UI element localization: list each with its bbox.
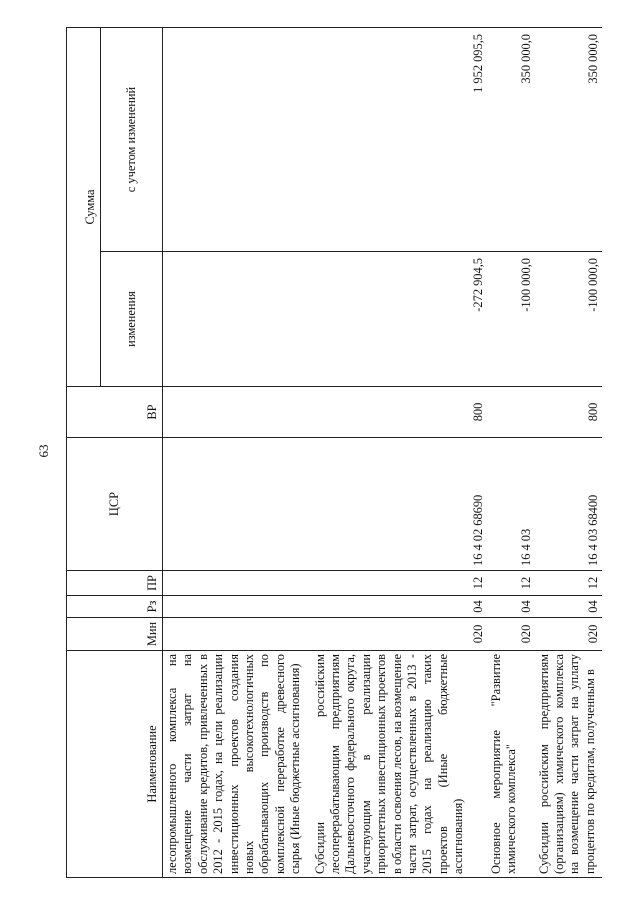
row-name: лесопромышленного комплекса на возмещение части затрат на обслуживание кредитов, привлеченных в 2012 - 2015 годах, на цели реализации инвестиционных проектов создания новых высокотехнологичных обрабатывающих производств по комплексной переработке древесного сырья (Иные бюджетные ассигнования) — [163, 651, 311, 878]
header-name: Наименование — [67, 651, 163, 878]
row-csr: 16 4 02 68690 — [311, 438, 487, 571]
row-total: 350 000,0 — [487, 28, 535, 252]
header-min: Мин — [67, 618, 163, 651]
row-rz — [163, 596, 311, 618]
row-pr: 12 — [311, 571, 487, 596]
row-vr: 800 — [311, 387, 487, 438]
header-with-changes: с учетом изменений — [101, 28, 163, 252]
row-change: -100 000,0 — [535, 252, 602, 387]
header-change: изменения — [101, 252, 163, 387]
header-vr: ВР — [67, 387, 163, 438]
table-row — [311, 28, 487, 878]
row-vr — [487, 387, 535, 438]
header-rz: Рз — [67, 596, 163, 618]
row-change: -272 904,5 — [311, 252, 487, 387]
table-row — [163, 28, 311, 878]
row-name: Основное мероприятие "Развитие химического комплекса" — [487, 651, 535, 878]
row-rz: 04 — [311, 596, 487, 618]
page-number: 63 — [36, 444, 51, 458]
row-min — [163, 618, 311, 651]
row-name: Субсидии российским лесоперерабатывающим предприятиям Дальневосточного федерального округа, участвующим в реализации приоритетных инвестиционных проектов в области освоения лесов, на возмещение части затрат, осуществленных в 2013 - 2015 годах на реализацию таких проектов (Иные бюджетные ассигнования) — [311, 651, 487, 878]
row-pr: 12 — [535, 571, 602, 596]
header-pr: ПР — [67, 571, 163, 596]
row-pr: 12 — [487, 571, 535, 596]
row-vr: 800 — [535, 387, 602, 438]
row-min: 020 — [311, 618, 487, 651]
row-min: 020 — [535, 618, 602, 651]
rotated-table-container — [66, 28, 602, 878]
row-rz: 04 — [487, 596, 535, 618]
row-total: 1 952 095,5 — [311, 28, 487, 252]
row-csr: 16 4 03 68400 — [535, 438, 602, 571]
row-rz: 04 — [535, 596, 602, 618]
row-csr: 16 4 03 — [487, 438, 535, 571]
row-csr — [163, 438, 311, 571]
row-vr — [163, 387, 311, 438]
header-sum: Сумма — [67, 28, 101, 387]
row-change — [163, 252, 311, 387]
budget-table — [66, 27, 602, 878]
row-total: 350 000,0 — [535, 28, 602, 252]
header-csr: ЦСР — [67, 438, 163, 571]
row-min: 020 — [487, 618, 535, 651]
table-row — [487, 28, 535, 878]
row-total — [163, 28, 311, 252]
row-change: -100 000,0 — [487, 252, 535, 387]
row-name: Субсидии российским предприятиям (организациям) химического комплекса на возмещение части затрат на уплату процентов по кредитам, полученным в — [535, 651, 602, 878]
row-pr — [163, 571, 311, 596]
table-row — [535, 28, 602, 878]
